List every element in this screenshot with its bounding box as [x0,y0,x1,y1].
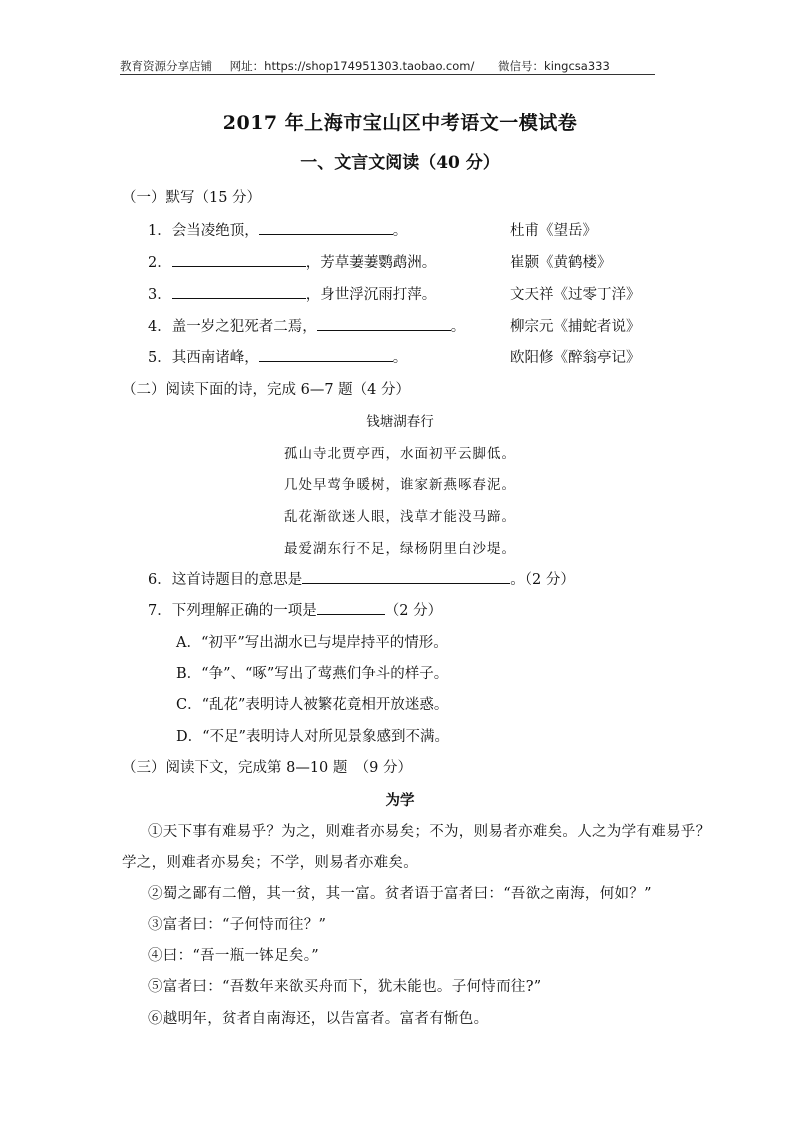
url-label: 网址： [229,59,265,73]
wechat-label: 微信号： [498,59,545,73]
answer-blank[interactable] [259,220,393,235]
option-c: C．“乱花”表明诗人被繁花竟相开放迷惑。 [176,697,449,713]
answer-blank[interactable] [259,347,393,362]
article-title: 为学 [385,792,415,809]
answer-blank[interactable] [172,252,306,267]
part3-heading: （三）阅读下文，完成第 8—10 题 （9 分） [122,760,412,776]
recite-item-3: 3． ，身世浮沉雨打萍。 [148,283,436,304]
article-paragraph-3: ③富者曰：“子何恃而往？” [148,917,327,933]
header-divider [120,74,655,75]
question-6: 6．这首诗题目的意思是 。（2 分） [148,568,575,589]
recite-source-1: 杜甫《望岳》 [510,223,597,239]
recite-source-3: 文天祥《过零丁洋》 [510,287,641,303]
wechat-id: kingcsa333 [544,59,610,73]
answer-blank[interactable] [302,569,510,584]
part2-heading: （二）阅读下面的诗，完成 6—7 题（4 分） [122,382,411,398]
answer-blank[interactable] [317,316,451,331]
recite-source-4: 柳宗元《捕蛇者说》 [510,319,641,335]
article-paragraph-5: ⑤富者曰：“吾数年来欲买舟而下，犹未能也。子何恃而往?” [148,979,542,995]
recite-item-1: 1．会当凌绝顶， 。 [148,219,407,240]
article-paragraph-2: ②蜀之鄙有二僧，其一贫，其一富。贫者语于富者曰：“吾欲之南海，何如？” [148,886,652,902]
wechat-group [498,59,610,73]
article-paragraph-1-cont: 学之，则难者亦易矣；不学，则易者亦难矣。 [122,855,418,871]
poem-line-4: 最爱湖东行不足，绿杨阴里白沙堤。 [284,541,516,557]
shop-url-group [230,59,475,73]
option-a: A．“初平”写出湖水已与堤岸持平的情形。 [176,635,448,651]
exam-title: 2017 年上海市宝山区中考语文一模试卷 [222,112,578,134]
part1-heading: （一）默写（15 分） [122,190,262,206]
recite-item-5: 5．其西南诸峰， 。 [148,346,407,367]
question-7: 7．下列理解正确的一项是 （2 分） [148,599,442,620]
shop-name: 教育资源分享店铺 [120,59,212,73]
page-header [120,58,655,74]
poem-line-3: 乱花渐欲迷人眼，浅草才能没马蹄。 [284,509,516,525]
poem-line-2: 几处早莺争暖树，谁家新燕啄春泥。 [284,477,516,493]
article-paragraph-6: ⑥越明年，贫者自南海还，以告富者。富者有惭色。 [148,1011,489,1027]
recite-item-2: 2． ，芳草萋萋鹦鹉洲。 [148,251,436,272]
article-paragraph-1: ①天下事有难易乎？为之，则难者亦易矣；不为，则易者亦难矣。人之为学有难易乎？ [148,824,711,840]
option-d: D．“不足”表明诗人对所见景象感到不满。 [176,729,449,745]
shop-url: https://shop174951303.taobao.com/ [264,59,475,73]
option-b: B．“争”、“啄”写出了莺燕们争斗的样子。 [176,666,449,682]
recite-source-5: 欧阳修《醉翁亭记》 [510,350,641,366]
poem-title: 钱塘湖春行 [366,414,434,430]
recite-item-4: 4．盖一岁之犯死者二焉， 。 [148,315,465,336]
article-paragraph-4: ④曰：“吾一瓶一钵足矣。” [148,948,319,964]
recite-source-2: 崔颢《黄鹤楼》 [510,255,612,271]
poem-line-1: 孤山寺北贾亭西，水面初平云脚低。 [284,446,516,462]
answer-blank[interactable] [172,284,306,299]
section-title: 一、文言文阅读（40 分） [300,153,500,173]
answer-blank[interactable] [317,600,385,615]
